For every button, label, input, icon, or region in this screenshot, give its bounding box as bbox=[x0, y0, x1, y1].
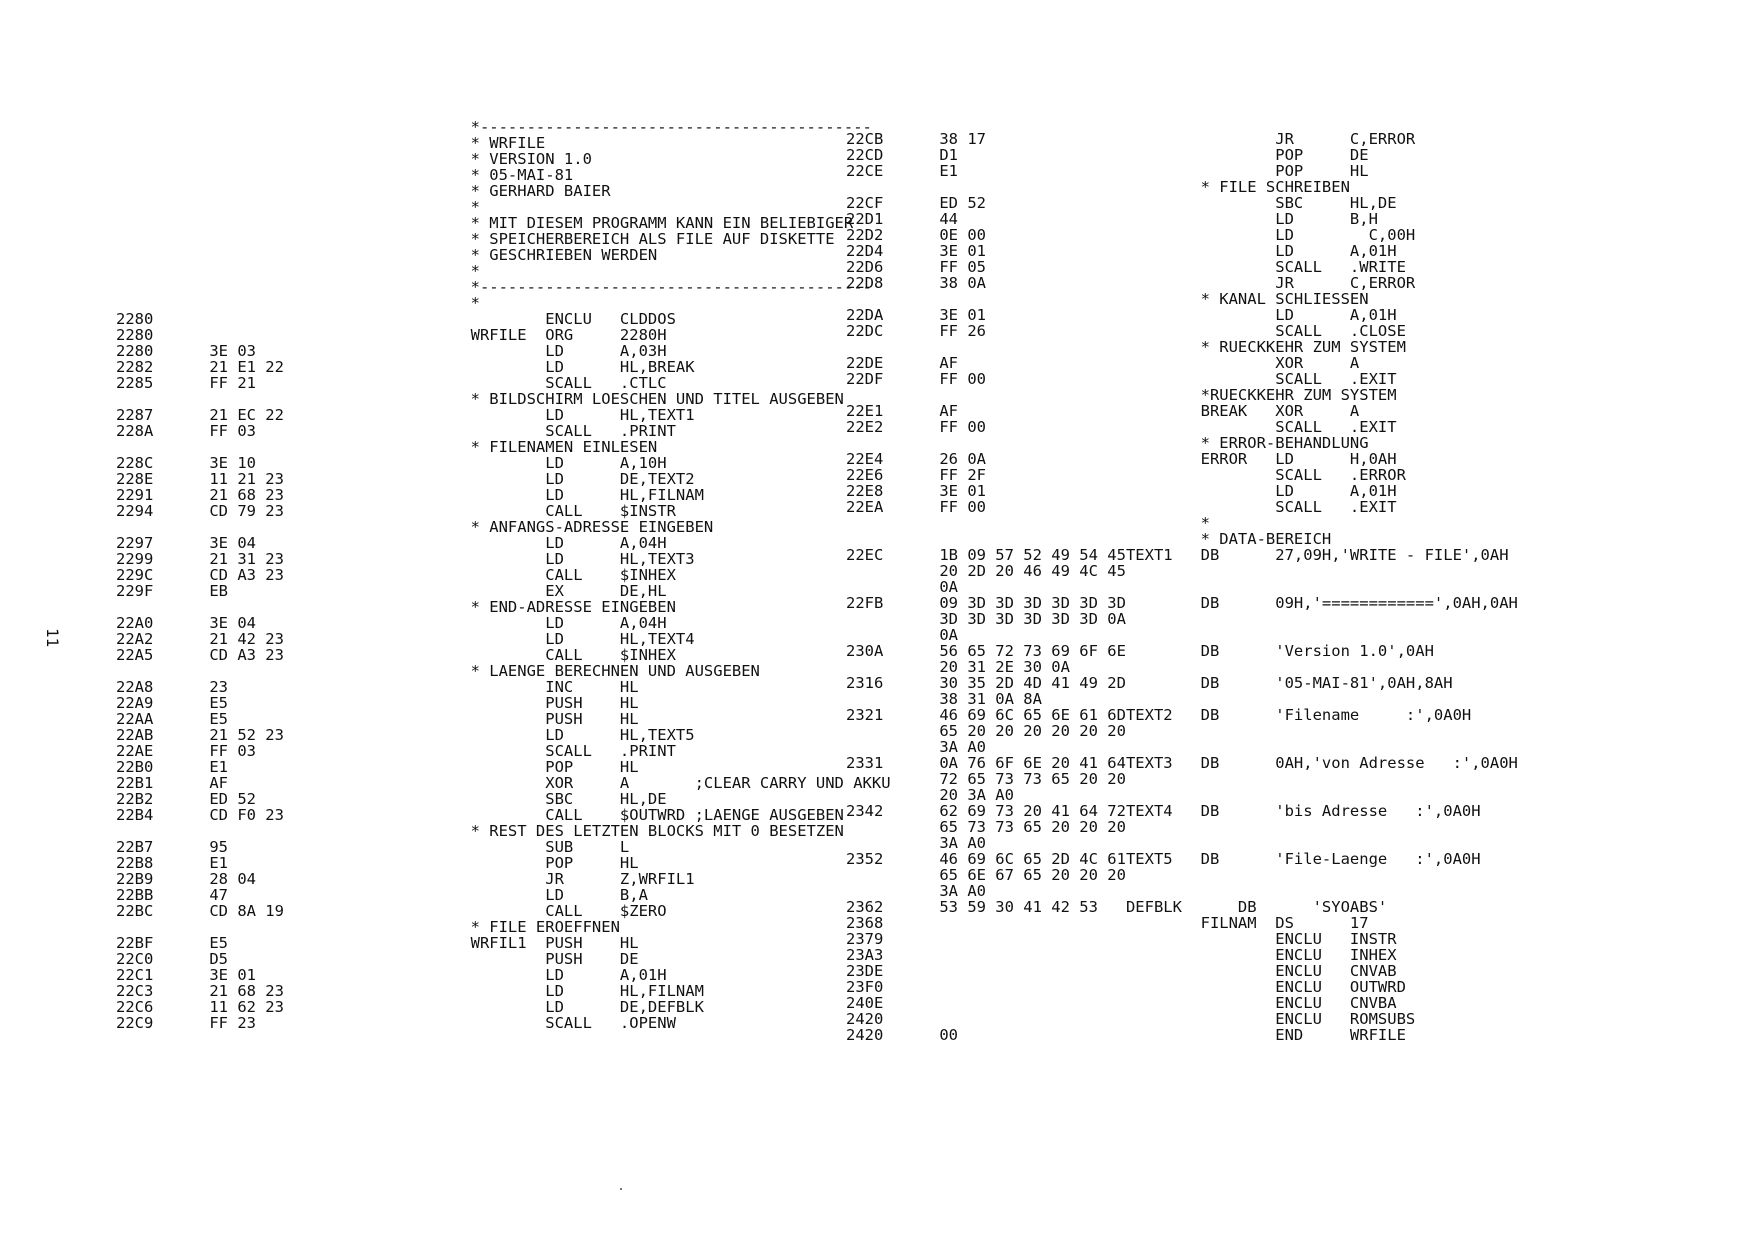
left_listing-line: 22B7 95 SUB L bbox=[116, 838, 630, 856]
page-number: 11 bbox=[43, 628, 62, 648]
left_listing-line: * bbox=[116, 294, 480, 312]
right_listing-line: * bbox=[846, 514, 1210, 532]
right_listing-line: 2362 53 59 30 41 42 53 DEFBLK DB 'SYOABS' bbox=[846, 898, 1388, 916]
left_listing-line: 229F EB EX DE,HL bbox=[116, 582, 667, 600]
left_listing-line: * REST DES LETZTEN BLOCKS MIT 0 BESETZEN bbox=[116, 822, 844, 840]
right_listing-line: 65 20 20 20 20 20 20 bbox=[846, 722, 1126, 740]
left_listing-line: 229C CD A3 23 CALL $INHEX bbox=[116, 566, 676, 584]
right_listing-line: 23F0 ENCLU OUTWRD bbox=[846, 978, 1406, 996]
right_listing-line: 22E6 FF 2F SCALL .ERROR bbox=[846, 466, 1406, 484]
left_listing-line: 22C6 11 62 23 LD DE,DEFBLK bbox=[116, 998, 704, 1016]
left_listing-line: 22A9 E5 PUSH HL bbox=[116, 694, 639, 712]
right_listing-line: 2420 00 END WRFILE bbox=[846, 1026, 1406, 1044]
right_listing-line: 72 65 73 73 65 20 20 bbox=[846, 770, 1126, 788]
left_listing-line: 2282 21 E1 22 LD HL,BREAK bbox=[116, 358, 695, 376]
right_listing-line: 2342 62 69 73 20 41 64 72TEXT4 DB 'bis Adresse :',0A0H bbox=[846, 802, 1481, 820]
left_listing-line: 22AE FF 03 SCALL .PRINT bbox=[116, 742, 676, 760]
right_listing-line: 22CB 38 17 JR C,ERROR bbox=[846, 130, 1416, 148]
left_listing-line: 22AA E5 PUSH HL bbox=[116, 710, 639, 728]
scan-speck bbox=[620, 1188, 622, 1190]
left_listing-line: 22C1 3E 01 LD A,01H bbox=[116, 966, 667, 984]
right_listing-line: * FILE SCHREIBEN bbox=[846, 178, 1350, 196]
right_listing-line: 240E ENCLU CNVBA bbox=[846, 994, 1397, 1012]
left_listing-line: * 05-MAI-81 bbox=[116, 166, 574, 184]
left_listing-line: 2297 3E 04 LD A,04H bbox=[116, 534, 667, 552]
left_listing-line: 2280 ENCLU CLDDOS bbox=[116, 310, 676, 328]
right_listing-line: 3A A0 bbox=[846, 738, 986, 756]
right_listing-line: 3A A0 bbox=[846, 834, 986, 852]
right_listing-line: * DATA-BEREICH bbox=[846, 530, 1332, 548]
left_listing-line: *------------------------------------------ bbox=[116, 118, 872, 136]
left_listing-line: * FILENAMEN EINLESEN bbox=[116, 438, 658, 456]
right_listing-line: 22EA FF 00 SCALL .EXIT bbox=[846, 498, 1397, 516]
right_listing-line: * RUECKKEHR ZUM SYSTEM bbox=[846, 338, 1406, 356]
left_listing-line: 228E 11 21 23 LD DE,TEXT2 bbox=[116, 470, 695, 488]
left_listing-line: 22A8 23 INC HL bbox=[116, 678, 639, 696]
left_listing-line: * BILDSCHIRM LOESCHEN UND TITEL AUSGEBEN bbox=[116, 390, 844, 408]
right_listing-line: 22FB 09 3D 3D 3D 3D 3D 3D DB 09H,'============',0AH,0AH bbox=[846, 594, 1518, 612]
left_listing-line: * VERSION 1.0 bbox=[116, 150, 592, 168]
left_listing-line: 22A5 CD A3 23 CALL $INHEX bbox=[116, 646, 676, 664]
left_listing-line: 22A0 3E 04 LD A,04H bbox=[116, 614, 667, 632]
right_listing-line: 3A A0 bbox=[846, 882, 986, 900]
left_listing-line: 2291 21 68 23 LD HL,FILNAM bbox=[116, 486, 704, 504]
right_listing-line: 22E4 26 0A ERROR LD H,0AH bbox=[846, 450, 1397, 468]
left_listing-line: 2280 WRFILE ORG 2280H bbox=[116, 326, 667, 344]
right_listing-line: 2321 46 69 6C 65 6E 61 6DTEXT2 DB 'Filename :',0A0H bbox=[846, 706, 1472, 724]
left_listing-line: 22AB 21 52 23 LD HL,TEXT5 bbox=[116, 726, 695, 744]
left_listing-line: 2285 FF 21 SCALL .CTLC bbox=[116, 374, 667, 392]
right_listing-line: 38 31 0A 8A bbox=[846, 690, 1042, 708]
left_listing-line: * GERHARD BAIER bbox=[116, 182, 611, 200]
right_listing-line: 20 31 2E 30 0A bbox=[846, 658, 1070, 676]
left_listing-line: * SPEICHERBEREICH ALS FILE AUF DISKETTE bbox=[116, 230, 835, 248]
right_listing-line: 230A 56 65 72 73 69 6F 6E DB 'Version 1.0',0AH bbox=[846, 642, 1434, 660]
left_listing-line: 22B9 28 04 JR Z,WRFIL1 bbox=[116, 870, 695, 888]
right_listing-line: 22D2 0E 00 LD C,00H bbox=[846, 226, 1416, 244]
right_listing-line: 22DA 3E 01 LD A,01H bbox=[846, 306, 1397, 324]
left_listing-line: * END-ADRESSE EINGEBEN bbox=[116, 598, 676, 616]
right_listing-line: 65 6E 67 65 20 20 20 bbox=[846, 866, 1126, 884]
left_listing-line: 2280 3E 03 LD A,03H bbox=[116, 342, 667, 360]
right_listing-line: 2368 FILNAM DS 17 bbox=[846, 914, 1369, 932]
left_listing-line: * WRFILE bbox=[116, 134, 546, 152]
right_listing-line: 2331 0A 76 6F 6E 20 41 64TEXT3 DB 0AH,'von Adresse :',0A0H bbox=[846, 754, 1518, 772]
right_listing-line: 20 2D 20 46 49 4C 45 bbox=[846, 562, 1126, 580]
left_listing-line: *------------------------------------------ bbox=[116, 278, 872, 296]
left_listing-line: * bbox=[116, 262, 480, 280]
right_listing-line: 22D8 38 0A JR C,ERROR bbox=[846, 274, 1416, 292]
left_listing-line: 2287 21 EC 22 LD HL,TEXT1 bbox=[116, 406, 695, 424]
right_listing-line: 2379 ENCLU INSTR bbox=[846, 930, 1397, 948]
right_listing-line: 22CD D1 POP DE bbox=[846, 146, 1369, 164]
left_listing-line: 22C9 FF 23 SCALL .OPENW bbox=[116, 1014, 676, 1032]
left_listing-line: 22B0 E1 POP HL bbox=[116, 758, 639, 776]
left_listing-line: * GESCHRIEBEN WERDEN bbox=[116, 246, 658, 264]
right_listing-line: 22DF FF 00 SCALL .EXIT bbox=[846, 370, 1397, 388]
left_listing-line: * FILE EROEFFNEN bbox=[116, 918, 620, 936]
right_listing-line: 20 3A A0 bbox=[846, 786, 1014, 804]
left_listing-line: 228C 3E 10 LD A,10H bbox=[116, 454, 667, 472]
right_listing-line: * KANAL SCHLIESSEN bbox=[846, 290, 1369, 308]
right_listing-line: 2420 ENCLU ROMSUBS bbox=[846, 1010, 1416, 1028]
right_listing-line: 22CF ED 52 SBC HL,DE bbox=[846, 194, 1397, 212]
right_listing-line: * ERROR-BEHANDLUNG bbox=[846, 434, 1369, 452]
right_listing-line: 3D 3D 3D 3D 3D 3D 0A bbox=[846, 610, 1126, 628]
left_listing-line: 22BB 47 LD B,A bbox=[116, 886, 648, 904]
right_listing-line: 2316 30 35 2D 4D 41 49 2D DB '05-MAI-81',0AH,8AH bbox=[846, 674, 1453, 692]
left_listing-line: 2299 21 31 23 LD HL,TEXT3 bbox=[116, 550, 695, 568]
right_listing-line: 22DE AF XOR A bbox=[846, 354, 1360, 372]
right_listing-line: 22D4 3E 01 LD A,01H bbox=[846, 242, 1397, 260]
left_listing-line: 22C3 21 68 23 LD HL,FILNAM bbox=[116, 982, 704, 1000]
right_listing-line: 22E8 3E 01 LD A,01H bbox=[846, 482, 1397, 500]
left_listing-line: 22B2 ED 52 SBC HL,DE bbox=[116, 790, 667, 808]
left_listing-line: 22B4 CD F0 23 CALL $OUTWRD ;LAENGE AUSGEBEN bbox=[116, 806, 844, 824]
right_listing-line: 0A bbox=[846, 626, 958, 644]
right_listing-line: 22DC FF 26 SCALL .CLOSE bbox=[846, 322, 1406, 340]
left_listing-line: * MIT DIESEM PROGRAMM KANN EIN BELIEBIGER bbox=[116, 214, 854, 232]
left_listing-line: 2294 CD 79 23 CALL $INSTR bbox=[116, 502, 676, 520]
right_listing-line: 22D1 44 LD B,H bbox=[846, 210, 1378, 228]
right_listing-line: 22CE E1 POP HL bbox=[846, 162, 1369, 180]
left_listing-line: 22C0 D5 PUSH DE bbox=[116, 950, 639, 968]
left_listing-line: * bbox=[116, 198, 480, 216]
right_listing-line: 22EC 1B 09 57 52 49 54 45TEXT1 DB 27,09H,'WRITE - FILE',0AH bbox=[846, 546, 1509, 564]
right_listing-line: 65 73 73 65 20 20 20 bbox=[846, 818, 1126, 836]
left_listing-line: 22B8 E1 POP HL bbox=[116, 854, 639, 872]
right_listing-line: 22E1 AF BREAK XOR A bbox=[846, 402, 1360, 420]
right_listing-line: *RUECKKEHR ZUM SYSTEM bbox=[846, 386, 1397, 404]
left_listing-line: 22BF E5 WRFIL1 PUSH HL bbox=[116, 934, 639, 952]
right_listing-line: 0A bbox=[846, 578, 958, 596]
right_listing-line: 23A3 ENCLU INHEX bbox=[846, 946, 1397, 964]
right_listing-line: 23DE ENCLU CNVAB bbox=[846, 962, 1397, 980]
left_listing-line: * LAENGE BERECHNEN UND AUSGEBEN bbox=[116, 662, 760, 680]
right_listing-line: 22E2 FF 00 SCALL .EXIT bbox=[846, 418, 1397, 436]
left_listing-line: 228A FF 03 SCALL .PRINT bbox=[116, 422, 676, 440]
right_listing-line: 22D6 FF 05 SCALL .WRITE bbox=[846, 258, 1406, 276]
left_listing-line: 22A2 21 42 23 LD HL,TEXT4 bbox=[116, 630, 695, 648]
left_listing-line: * ANFANGS-ADRESSE EINGEBEN bbox=[116, 518, 714, 536]
left_listing-line: 22BC CD 8A 19 CALL $ZERO bbox=[116, 902, 667, 920]
right_listing-line: 2352 46 69 6C 65 2D 4C 61TEXT5 DB 'File-Laenge :',0A0H bbox=[846, 850, 1481, 868]
left_listing-line: 22B1 AF XOR A ;CLEAR CARRY UND AKKU bbox=[116, 774, 891, 792]
